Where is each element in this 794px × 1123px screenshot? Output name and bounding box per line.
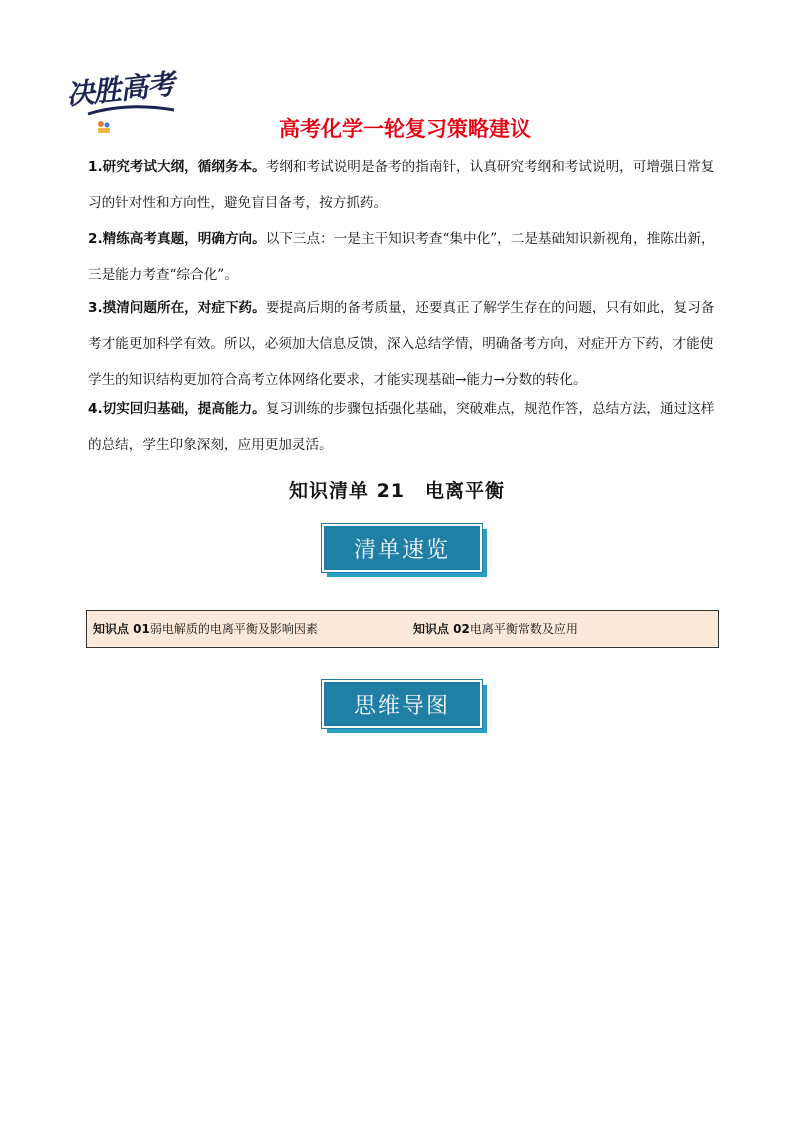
paragraph-head: 3.摸清问题所在，对症下药。 xyxy=(88,300,266,316)
paragraph-head: 4.切实回归基础，提高能力。 xyxy=(88,401,266,417)
section-title: 知识清单 21 电离平衡 xyxy=(288,480,506,502)
knowledge-point-2[interactable] xyxy=(413,620,578,637)
paragraph-2 xyxy=(88,221,724,293)
page-title: 高考化学一轮复习策略建议 xyxy=(279,117,531,141)
paragraph-body: 要提高后期的备考质量，还要真正了解学生存在的问题，只有如此，复习备考才能更加科学有效。所以，必须加大信息反馈，深入总结学情，明确备考方向，对症开方下药，才能使学生的知识结构更加符合高考立体网络化要求，才能实现基础→能力→分数的转化。 xyxy=(88,300,715,388)
knowledge-point-label: 知识点 01 xyxy=(93,622,150,636)
knowledge-point-label: 知识点 02 xyxy=(413,622,470,636)
paragraph-body: 考纲和考试说明是备考的指南针，认真研究考纲和考试说明，可增强日常复习的针对性和方向性，避免盲目备考，按方抓药。 xyxy=(88,159,715,211)
paragraph-body: 以下三点：一是主干知识考查“集中化”，二是基础知识新视角，推陈出新，三是能力考查“综合化”。 xyxy=(88,231,715,283)
paragraph-3 xyxy=(88,290,724,398)
knowledge-point-text: 弱电解质的电离平衡及影响因素 xyxy=(149,622,318,636)
paragraph-1 xyxy=(88,149,724,221)
knowledge-point-text: 电离平衡常数及应用 xyxy=(469,622,578,636)
paragraph-4 xyxy=(88,391,724,463)
mindmap-button[interactable]: 思维导图 xyxy=(322,680,482,728)
paragraph-head: 2.精练高考真题，明确方向。 xyxy=(88,231,266,247)
knowledge-point-1[interactable] xyxy=(93,620,318,637)
overview-button[interactable]: 清单速览 xyxy=(322,524,482,572)
paragraph-head: 1.研究考试大纲，循纲务本。 xyxy=(88,159,266,175)
paragraph-body: 复习训练的步骤包括强化基础，突破难点，规范作答，总结方法，通过这样的总结，学生印象深刻，应用更加灵活。 xyxy=(88,401,715,453)
knowledge-point-table xyxy=(86,610,719,648)
logo-text: 决胜高考 xyxy=(64,67,176,112)
